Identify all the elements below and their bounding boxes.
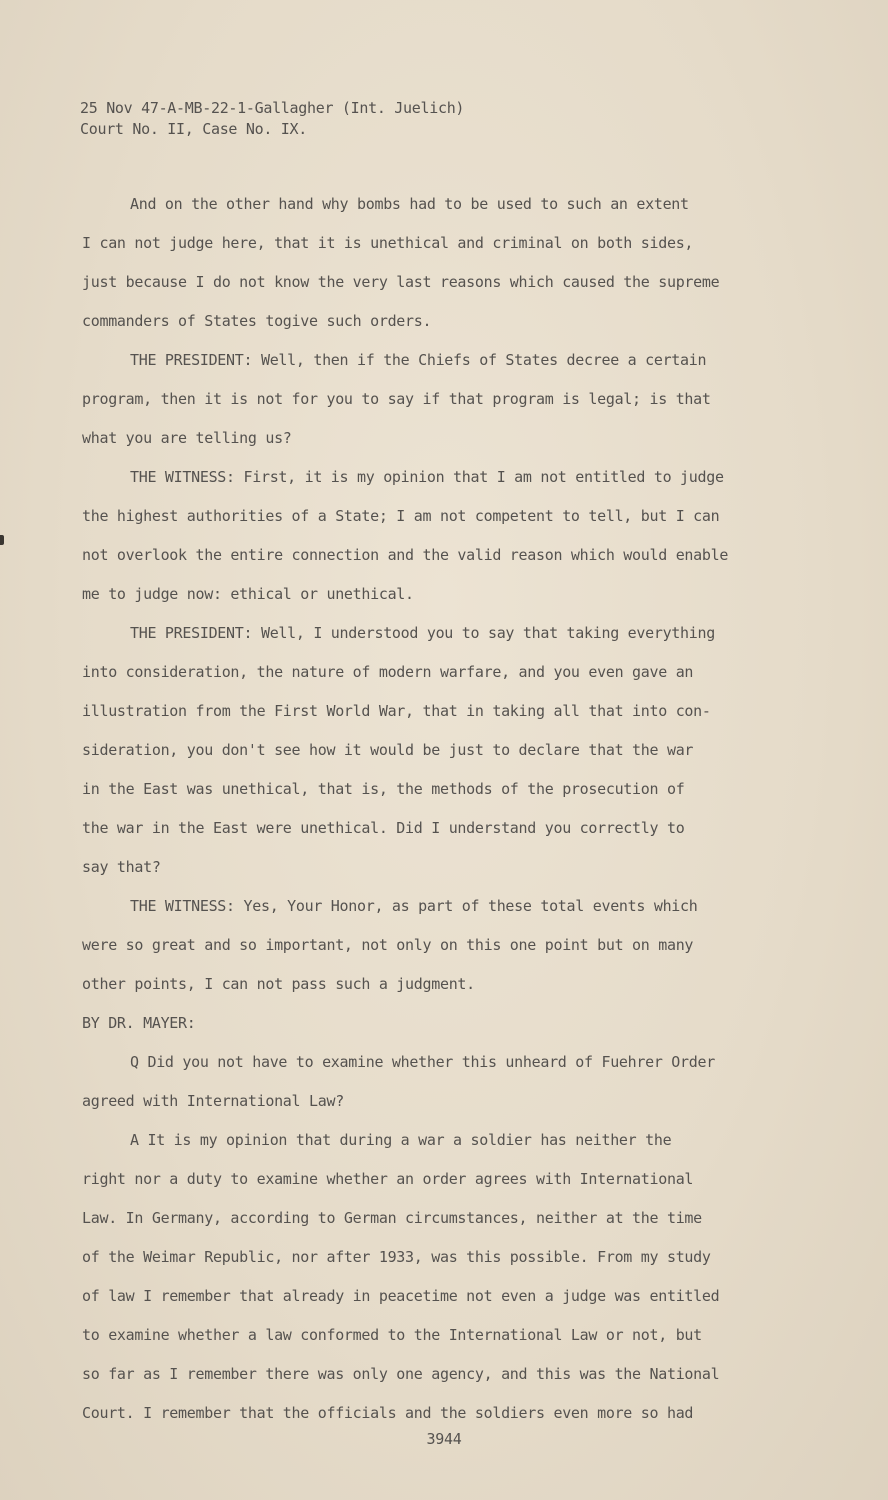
transcript-line: me to judge now: ethical or unethical. [82,585,414,603]
transcript-line: other points, I can not pass such a judgment. [82,975,475,993]
header-case-reference: 25 Nov 47-A-MB-22-1-Gallagher (Int. Juelich) [80,99,465,117]
transcript-line: the war in the East were unethical. Did I understand you correctly to [82,819,685,837]
transcript-line: in the East was unethical, that is, the methods of the prosecution of [82,780,685,798]
transcript-line: into consideration, the nature of modern warfare, and you even gave an [82,663,694,681]
transcript-line: of the Weimar Republic, nor after 1933, was this possible. From my study [82,1248,711,1266]
transcript-line: illustration from the First World War, that in taking all that into con- [82,702,711,720]
transcript-line: just because I do not know the very last reasons which caused the supreme [82,273,720,291]
document-header [80,98,464,140]
transcript-line: And on the other hand why bombs had to be used to such an extent [130,195,689,213]
transcript-line: right nor a duty to examine whether an order agrees with International [82,1170,694,1188]
page-number: 3944 [426,1430,462,1448]
transcript-line: Law. In Germany, according to German circumstances, neither at the time [82,1209,702,1227]
transcript-line: Q Did you not have to examine whether this unheard of Fuehrer Order [130,1053,715,1071]
transcript-line: Court. I remember that the officials and the soldiers even more so had [82,1404,694,1422]
transcript-line: BY DR. MAYER: [82,1014,196,1032]
header-court-line: Court No. II, Case No. IX. [80,120,308,138]
transcript-line: not overlook the entire connection and the valid reason which would enable [82,546,729,564]
transcript-line: agreed with International Law? [82,1092,344,1110]
transcript-line: sideration, you don't see how it would be just to declare that the war [82,741,694,759]
transcript-line: THE PRESIDENT: Well, then if the Chiefs of States decree a certain [130,351,707,369]
transcript-line: A It is my opinion that during a war a soldier has neither the [130,1131,672,1149]
transcript-line: were so great and so important, not only on this one point but on many [82,936,694,954]
transcript-line: so far as I remember there was only one agency, and this was the National [82,1365,720,1383]
transcript-line: what you are telling us? [82,429,292,447]
transcript-line: commanders of States togive such orders. [82,312,432,330]
transcript-line: I can not judge here, that it is unethical and criminal on both sides, [82,234,694,252]
transcript-line: THE PRESIDENT: Well, I understood you to say that taking everything [130,624,715,642]
transcript-line: THE WITNESS: Yes, Your Honor, as part of these total events which [130,897,698,915]
transcript-body [82,192,802,1440]
transcript-line: the highest authorities of a State; I am not competent to tell, but I can [82,507,720,525]
transcript-line: to examine whether a law conformed to the International Law or not, but [82,1326,702,1344]
transcript-line: of law I remember that already in peacetime not even a judge was entitled [82,1287,720,1305]
transcript-line: THE WITNESS: First, it is my opinion that I am not entitled to judge [130,468,724,486]
transcript-line: say that? [82,858,161,876]
binding-hole-mark [0,535,4,545]
transcript-line: program, then it is not for you to say if that program is legal; is that [82,390,711,408]
